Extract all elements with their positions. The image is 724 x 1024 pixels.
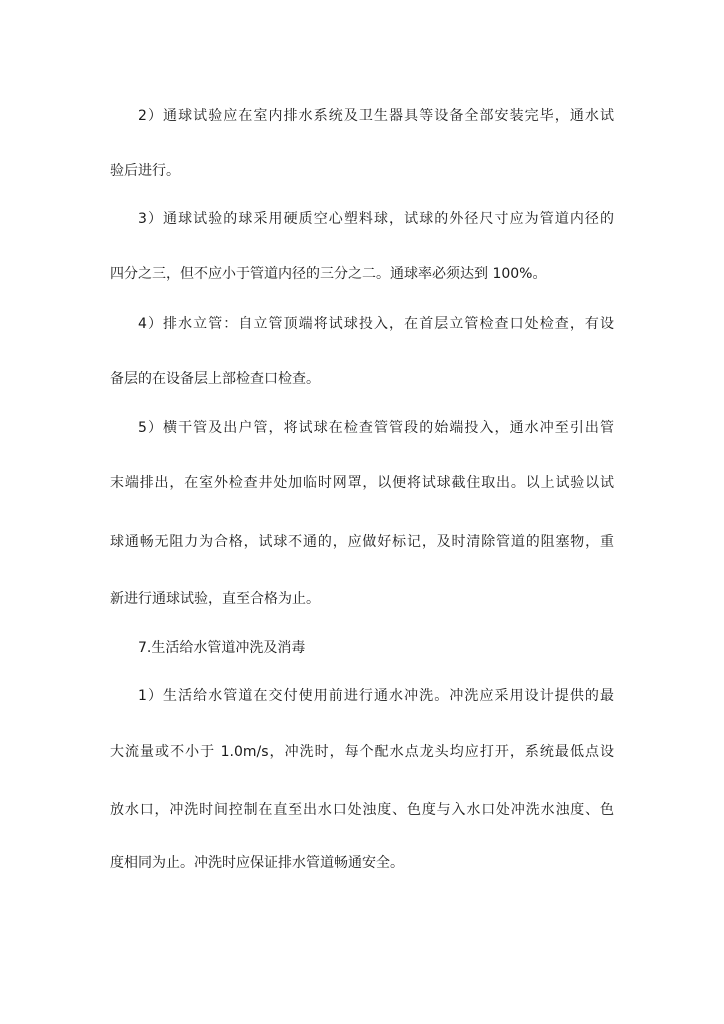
text-line: 四分之三，但不应小于管道内径的三分之二。通球率必须达到 100%。 — [110, 266, 547, 282]
text-line: 3）通球试验的球采用硬质空心塑料球，试球的外径尺寸应为管道内径的 — [138, 211, 614, 227]
text-line: 4）排水立管：自立管顶端将试球投入，在首层立管检查口处检查，有设 — [138, 316, 614, 332]
text-line: 备层的在设备层上部检查口检查。 — [110, 371, 320, 387]
section-heading: 7.生活给水管道冲洗及消毒 — [138, 640, 306, 656]
text-line: 1）生活给水管道在交付使用前进行通水冲洗。冲洗应采用设计提供的最 — [138, 688, 614, 704]
text-line: 放水口，冲洗时间控制在直至出水口处浊度、色度与入水口处冲洗水浊度、色 — [110, 802, 614, 818]
text-line: 新进行通球试验，直至合格为止。 — [110, 591, 320, 607]
text-line: 2）通球试验应在室内排水系统及卫生器具等设备全部安装完毕，通水试 — [138, 108, 614, 124]
text-line: 球通畅无阻力为合格，试球不通的，应做好标记，及时清除管道的阻塞物，重 — [110, 534, 614, 550]
text-line: 大流量或不小于 1.0m/s，冲洗时，每个配水点龙头均应打开，系统最低点设 — [110, 744, 614, 760]
text-line: 末端排出，在室外检查井处加临时网罩，以便将试球截住取出。以上试验以试 — [110, 475, 614, 491]
text-line: 度相同为止。冲洗时应保证排水管道畅通安全。 — [110, 855, 404, 871]
text-line: 验后进行。 — [110, 163, 180, 179]
text-line: 5）横干管及出户管，将试球在检查管管段的始端投入，通水冲至引出管 — [138, 420, 614, 436]
